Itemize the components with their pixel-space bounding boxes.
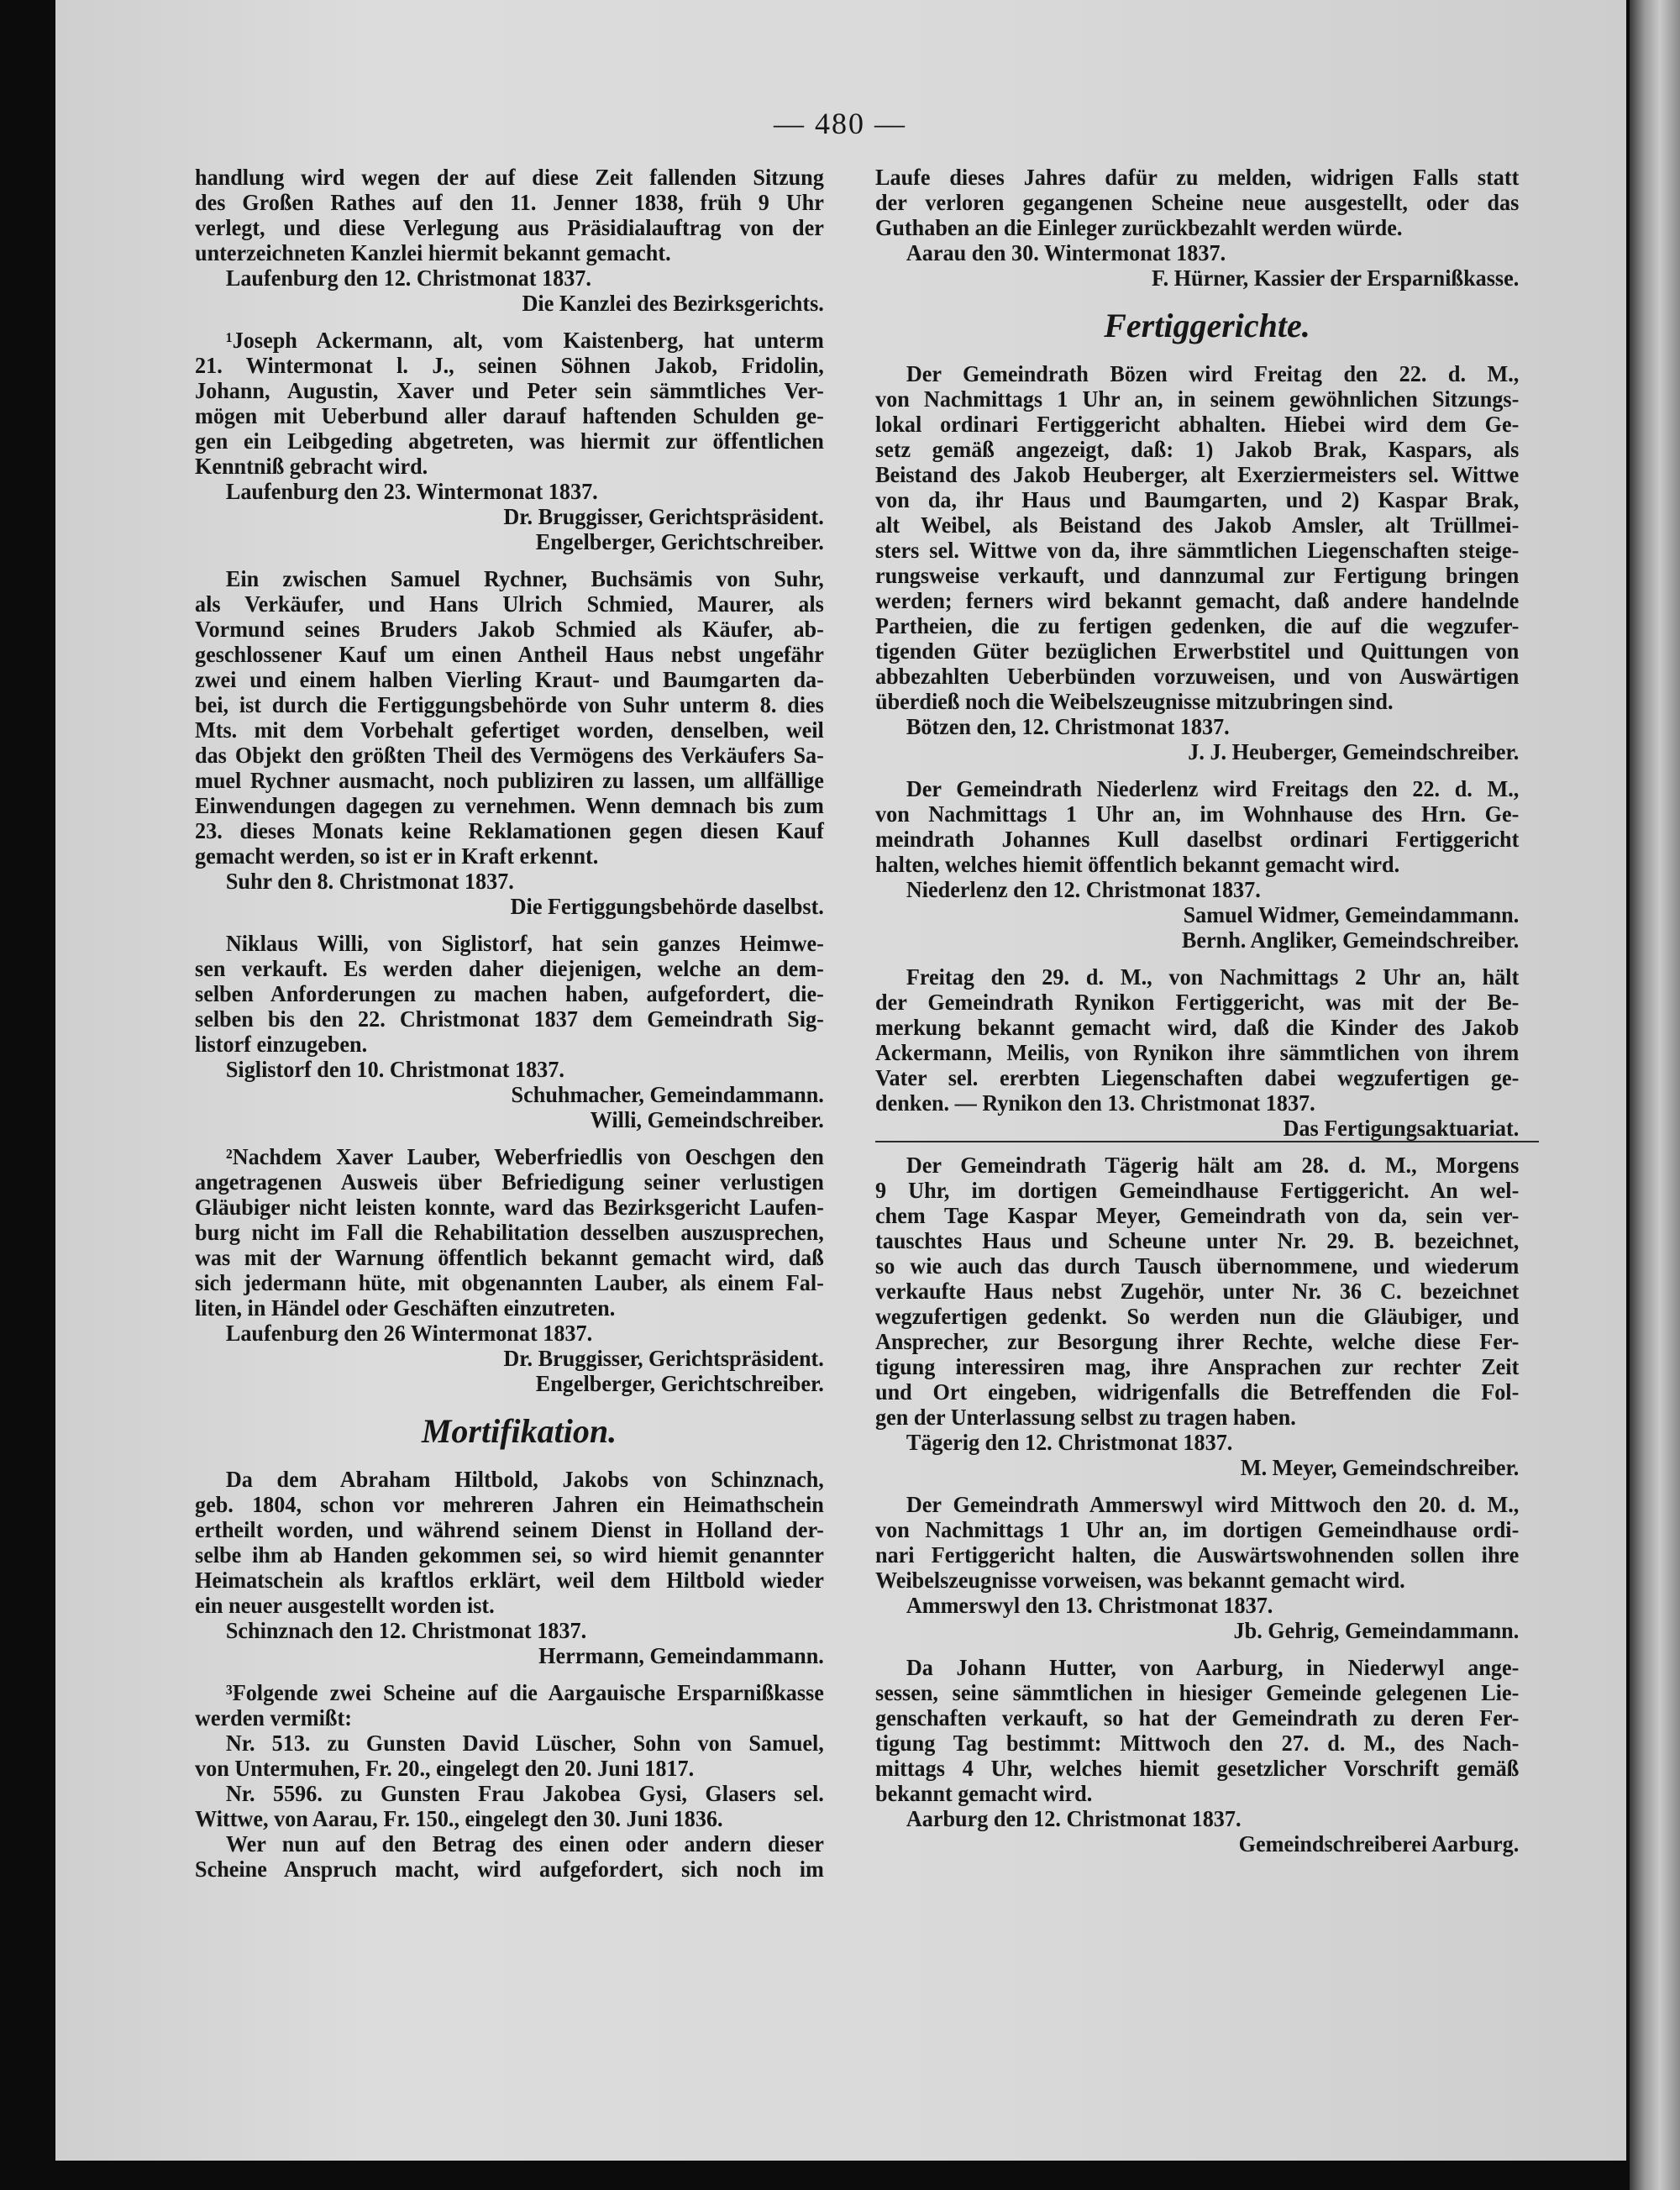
text-line: abbezahlten Ueberbünden vorzuweisen, und von Auswärtigen (875, 664, 1520, 689)
text-line: überdieß noch die Weibelszeugnisse mitzubringen sind. (875, 689, 1394, 714)
signature (195, 1643, 843, 1668)
block-spacer (875, 953, 1539, 964)
dateline (195, 1618, 843, 1643)
notice-paragraph (195, 931, 843, 1057)
text-line: wegzufertigen gedenkt. So werden nun die Gläubiger, und (875, 1304, 1520, 1329)
text-line: denken. — Rynikon den 13. Christmonat 1837. (875, 1090, 1315, 1116)
text-line: Tägerig den 12. Christmonat 1837. (906, 1430, 1233, 1455)
text-line: Die Kanzlei des Bezirksgerichts. (522, 291, 824, 316)
notice-paragraph (875, 1153, 1539, 1430)
text-line: Samuel Widmer, Gemeindammann. (1183, 902, 1520, 927)
notice-paragraph (195, 566, 843, 869)
text-line: von Untermuhen, Fr. 20., eingelegt den 20. Juni 1817. (195, 1756, 695, 1781)
text-line: Vater sel. ererbten Liegenschaften dabei wegzufertigen ge- (875, 1065, 1520, 1090)
text-line: sessen, seine sämmtlichen in hiesiger Gemeinde gelegenen Lie- (875, 1680, 1520, 1705)
text-line: geschlossener Kauf um einen Antheil Haus nebst ungefähr (195, 642, 824, 667)
text-line: des Großen Rathes auf den 11. Jenner 1838, früh 9 Uhr (195, 190, 824, 215)
text-line: Ein zwischen Samuel Rychner, Buchsämis von Suhr, (225, 566, 824, 591)
text-line: Die Fertiggungsbehörde daselbst. (510, 894, 824, 919)
text-line: Ackermann, Meilis, von Rynikon ihre sämmtlichen von ihrem (875, 1040, 1520, 1065)
text-line: Schinznach den 12. Christmonat 1837. (225, 1618, 587, 1643)
text-line: Mts. mit dem Vorbehalt gefertiget worden, denselben, weil (195, 717, 824, 743)
text-line: listorf einzugeben. (195, 1032, 368, 1057)
dateline (195, 1321, 843, 1346)
text-line: Ansprecher, zur Besorgung ihrer Rechte, welche diese Fer- (875, 1329, 1520, 1354)
block-spacer (195, 919, 843, 931)
signature (875, 265, 1539, 291)
text-line: lokal ordinari Fertiggericht abhalten. Hiebei wird dem Ge- (875, 412, 1520, 437)
text-line: selben bis den 22. Christmonat 1837 dem Gemeindrath Sig- (195, 1006, 824, 1032)
dateline (875, 240, 1539, 265)
signature (195, 894, 843, 919)
text-line: Gläubiger nicht leisten konnte, ward das Bezirksgericht Laufen- (195, 1195, 824, 1220)
text-line: der Gemeindrath Rynikon Fertiggericht, was mit der Be- (875, 990, 1520, 1015)
section-divider (875, 1141, 1539, 1142)
text-line: Der Gemeindrath Tägerig hält am 28. d. M., Morgens (906, 1153, 1520, 1178)
dateline (195, 265, 843, 291)
text-line: Kenntniß gebracht wird. (195, 454, 428, 479)
text-line: nari Fertiggericht halten, die Auswärtswohnenden sollen ihre (875, 1542, 1520, 1568)
text-line: tigung interessiren mag, ihre Ansprachen zur rechter Zeit (875, 1354, 1520, 1379)
text-line: 9 Uhr, im dortigen Gemeindhause Fertiggericht. An wel- (875, 1178, 1520, 1203)
block-spacer (875, 764, 1539, 776)
page-number: — 480 — (774, 107, 906, 140)
text-line: Der Gemeindrath Niederlenz wird Freitags den 22. d. M., (906, 776, 1520, 801)
text-line: Johann, Augustin, Xaver und Peter sein sämmtliches Ver- (195, 378, 824, 403)
text-line: Dr. Bruggisser, Gerichtspräsident. (503, 504, 824, 529)
text-line: Beistand des Jakob Heuberger, alt Exerziermeisters sel. Wittwe (875, 462, 1520, 487)
text-line: verkaufte Haus nebst Zugehör, unter Nr. 36 C. bezeichnet (875, 1279, 1520, 1304)
block-spacer (875, 1643, 1539, 1655)
text-line: ein neuer ausgestellt worden ist. (195, 1593, 495, 1618)
text-line: Wer nun auf den Betrag des einen oder andern dieser (225, 1831, 824, 1857)
text-line: muel Rychner ausmacht, noch publiziren zu lassen, um allfällige (195, 768, 824, 793)
text-line: liten, in Händel oder Geschäften einzutreten. (195, 1295, 616, 1321)
text-line: Heimatschein als kraftlos erklärt, weil dem Hiltbold wieder (195, 1568, 824, 1593)
text-line: genschaften verkauft, so hat der Gemeindrath zu deren Fer- (875, 1705, 1520, 1730)
text-line: Wittwe, von Aarau, Fr. 150., eingelegt den 30. Juni 1836. (195, 1806, 723, 1831)
text-line: ³Folgende zwei Scheine auf die Aargauische Ersparnißkasse (225, 1680, 824, 1705)
text-line: tigung Tag bestimmt: Mittwoch den 27. d. M., des Nach- (875, 1730, 1520, 1756)
text-line: sters sel. Wittwe von da, ihre sämmtlichen Liegenschaften steige- (875, 538, 1520, 563)
text-line: Schuhmacher, Gemeindammann. (511, 1082, 824, 1107)
text-line: Da Johann Hutter, von Aarburg, in Niederwyl ange- (906, 1655, 1520, 1680)
notice-paragraph (875, 1492, 1539, 1593)
block-spacer (195, 1668, 843, 1680)
dateline (195, 479, 843, 504)
right-column (875, 165, 1539, 1857)
notice-paragraph (195, 1467, 843, 1618)
text-line: Laufe dieses Jahres dafür zu melden, widrigen Falls statt (875, 165, 1520, 190)
text-line: Scheine Anspruch macht, wird aufgefordert, sich noch im (195, 1857, 824, 1882)
notice-paragraph (195, 1680, 843, 1730)
text-line: Ammerswyl den 13. Christmonat 1837. (906, 1593, 1273, 1618)
text-line: halten, welches hiemit öffentlich bekannt gemacht wird. (875, 852, 1400, 877)
text-line: von da, ihr Haus und Baumgarten, und 2) Kaspar Brak, (875, 487, 1520, 512)
text-line: gen der Unterlassung selbst zu tragen haben. (875, 1405, 1296, 1430)
text-line: Nr. 5596. zu Gunsten Frau Jakobea Gysi, Glasers sel. (225, 1781, 824, 1806)
section-heading (195, 1396, 843, 1467)
text-line: Laufenburg den 23. Wintermonat 1837. (225, 479, 598, 504)
text-line: das Objekt den größten Theil des Vermögens des Verkäufers Sa- (195, 743, 824, 768)
signature (195, 1346, 843, 1396)
text-line: gen ein Leibgeding abgetreten, was hiermit zur öffentlichen (195, 428, 824, 454)
signature (195, 504, 843, 554)
signature (195, 291, 843, 316)
text-line: Gemeindschreiberei Aarburg. (1238, 1831, 1520, 1857)
dateline (875, 1593, 1539, 1618)
left-column (195, 165, 843, 1882)
notice-paragraph (875, 165, 1539, 240)
block-spacer (195, 554, 843, 566)
text-line: Bötzen den, 12. Christmonat 1837. (906, 714, 1230, 739)
text-line: der verloren gegangenen Scheine neue ausgestellt, oder das (875, 190, 1520, 215)
dateline (195, 1057, 843, 1082)
text-line: sich jedermann hüte, mit obgenannten Lauber, als einem Fal- (195, 1270, 824, 1295)
text-line: handlung wird wegen der auf diese Zeit fallenden Sitzung (195, 165, 824, 190)
section-heading (875, 291, 1539, 361)
text-line: zwei und einem halben Vierling Kraut- und Baumgarten da- (195, 667, 824, 692)
text-line: Weibelszeugnisse vorweisen, was bekannt gemacht wird. (875, 1568, 1405, 1593)
text-line: Einwendungen dagegen zu vernehmen. Wenn demnach bis zum (195, 793, 824, 818)
dateline (195, 869, 843, 894)
dateline (875, 1430, 1539, 1455)
text-line: tigenden Güter bezüglichen Erwerbstitel und Quittungen von (875, 638, 1520, 664)
text-line: bei, ist durch die Fertiggungsbehörde von Suhr unterm 8. dies (195, 692, 824, 717)
notice-paragraph (195, 1781, 843, 1831)
signature (875, 1618, 1539, 1643)
text-line: sen verkauft. Es werden daher diejenigen, welche an dem- (195, 956, 824, 981)
signature (875, 902, 1539, 953)
text-line: Das Fertigungsaktuariat. (1283, 1116, 1520, 1141)
notice-paragraph (195, 1730, 843, 1781)
text-line: alt Weibel, als Beistand des Jakob Amsler, alt Trüllmei- (875, 512, 1520, 538)
text-line: Laufenburg den 26 Wintermonat 1837. (225, 1321, 593, 1346)
text-line: Laufenburg den 12. Christmonat 1837. (225, 265, 591, 291)
text-line: F. Hürner, Kassier der Ersparnißkasse. (1151, 265, 1520, 291)
text-line: burg nicht im Fall die Rehabilitation desselben auszusprechen, (195, 1220, 824, 1245)
signature (875, 739, 1539, 764)
text-line: ¹Joseph Ackermann, alt, vom Kaistenberg, hat unterm (225, 328, 824, 353)
notice-paragraph (195, 328, 843, 479)
text-line: von Nachmittags 1 Uhr an, in seinem gewöhnlichen Sitzungs- (875, 386, 1520, 412)
notice-paragraph (195, 1144, 843, 1321)
text-line: verlegt, und diese Verlegung aus Präsidialauftrag von der (195, 215, 824, 240)
text-line: Nr. 513. zu Gunsten David Lüscher, Sohn von Samuel, (225, 1730, 824, 1756)
text-line: mögen mit Ueberbund aller darauf haftenden Schulden ge- (195, 403, 824, 428)
text-line: tauschtes Haus und Scheune unter Nr. 29. B. bezeichnet, (875, 1228, 1520, 1253)
notice-paragraph (195, 165, 843, 265)
text-line: Der Gemeindrath Bözen wird Freitag den 22. d. M., (906, 361, 1520, 386)
text-line: Partheien, die zu fertigen gedenken, die auf die wegzufer- (875, 613, 1520, 638)
text-line: Freitag den 29. d. M., von Nachmittags 2 Uhr an, hält (906, 964, 1520, 990)
text-line: Suhr den 8. Christmonat 1837. (225, 869, 514, 894)
text-line: 23. dieses Monats keine Reklamationen gegen diesen Kauf (195, 818, 824, 843)
text-line: setz gemäß angezeigt, daß: 1) Jakob Brak, Kaspars, als (875, 437, 1520, 462)
notice-paragraph (875, 776, 1539, 877)
text-line: und Ort eingeben, widrigenfalls die Betreffenden die Fol- (875, 1379, 1520, 1405)
notice-paragraph (195, 1831, 843, 1882)
text-line: gemacht werden, so ist er in Kraft erkennt. (195, 843, 599, 869)
text-line: Da dem Abraham Hiltbold, Jakobs von Schinznach, (225, 1467, 824, 1492)
text-line: als Verkäufer, und Hans Ulrich Schmied, Maurer, als (195, 591, 824, 617)
text-line: J. J. Heuberger, Gemeindschreiber. (1188, 739, 1520, 764)
text-line: unterzeichneten Kanzlei hiermit bekannt gemacht. (195, 240, 671, 265)
text-line: so wie auch das durch Tausch übernommene, und wiederum (875, 1253, 1520, 1279)
text-line: angetragenen Ausweis über Befriedigung seiner verlustigen (195, 1169, 824, 1195)
signature (875, 1831, 1539, 1857)
text-line: Siglistorf den 10. Christmonat 1837. (225, 1057, 564, 1082)
dateline (875, 714, 1539, 739)
text-line: werden; ferners wird bekannt gemacht, daß andere handelnde (875, 588, 1520, 613)
section-heading-text: Fertiggerichte. (1104, 307, 1310, 344)
text-line: M. Meyer, Gemeindschreiber. (1240, 1455, 1520, 1480)
text-line: Engelberger, Gerichtschreiber. (535, 1371, 824, 1396)
signature (195, 1082, 843, 1132)
text-line: geb. 1804, schon vor mehreren Jahren ein Heimathschein (195, 1492, 824, 1517)
text-line: ²Nachdem Xaver Lauber, Weberfriedlis von Oeschgen den (225, 1144, 824, 1169)
text-line: mittags 4 Uhr, welches hiemit gesetzlicher Vorschrift gemäß (875, 1756, 1520, 1781)
text-line: Aarburg den 12. Christmonat 1837. (906, 1806, 1242, 1831)
notice-paragraph (875, 964, 1539, 1116)
text-line: Herrmann, Gemeindammann. (538, 1643, 824, 1668)
text-line: 21. Wintermonat l. J., seinen Söhnen Jakob, Fridolin, (195, 353, 824, 378)
text-line: meindrath Johannes Kull daselbst ordinari Fertiggericht (875, 827, 1520, 852)
notice-paragraph (875, 1655, 1539, 1806)
text-line: selbe ihm ab Handen gekommen sei, so wird hiemit genannter (195, 1542, 824, 1568)
text-line: Niederlenz den 12. Christmonat 1837. (906, 877, 1261, 902)
text-line: chem Tage Kaspar Meyer, Gemeindrath von da, sein ver- (875, 1203, 1520, 1228)
text-line: rungsweise verkauft, und dannzumal zur Fertigung bringen (875, 563, 1520, 588)
text-line: Dr. Bruggisser, Gerichtspräsident. (503, 1346, 824, 1371)
signature (875, 1455, 1539, 1480)
text-line: Der Gemeindrath Ammerswyl wird Mittwoch den 20. d. M., (906, 1492, 1520, 1517)
section-heading-text: Mortifikation. (421, 1412, 617, 1450)
block-spacer (195, 316, 843, 328)
text-line: Engelberger, Gerichtschreiber. (535, 529, 824, 554)
text-line: von Nachmittags 1 Uhr an, im Wohnhause des Hrn. Ge- (875, 801, 1520, 827)
signature (875, 1116, 1539, 1141)
dateline (875, 1806, 1539, 1831)
text-line: ertheilt worden, und während seinem Dienst in Holland der- (195, 1517, 824, 1542)
text-line: Guthaben an die Einleger zurückbezahlt werden würde. (875, 215, 1403, 240)
text-line: von Nachmittags 1 Uhr an, im dortigen Gemeindhause ordi- (875, 1517, 1520, 1542)
adjacent-page-edge (1630, 0, 1680, 2190)
text-line: merkung bekannt gemacht wird, daß die Kinder des Jakob (875, 1015, 1520, 1040)
block-spacer (195, 1132, 843, 1144)
text-line: selben Anforderungen zu machen haben, aufgefordert, die- (195, 981, 824, 1006)
dateline (875, 877, 1539, 902)
notice-paragraph (875, 361, 1539, 714)
block-spacer (875, 1480, 1539, 1492)
text-line: Jb. Gehrig, Gemeindammann. (1233, 1618, 1520, 1643)
text-line: Aarau den 30. Wintermonat 1837. (906, 240, 1226, 265)
text-line: Willi, Gemeindschreiber. (590, 1107, 824, 1132)
text-line: bekannt gemacht wird. (875, 1781, 1093, 1806)
text-line: Vormund seines Bruders Jakob Schmied als Käufer, ab- (195, 617, 824, 642)
text-line: was mit der Warnung öffentlich bekannt gemacht wird, daß (195, 1245, 824, 1270)
text-line: Niklaus Willi, von Siglistorf, hat sein ganzes Heimwe- (225, 931, 824, 956)
text-line: Bernh. Angliker, Gemeindschreiber. (1181, 927, 1520, 953)
text-line: werden vermißt: (195, 1705, 352, 1730)
